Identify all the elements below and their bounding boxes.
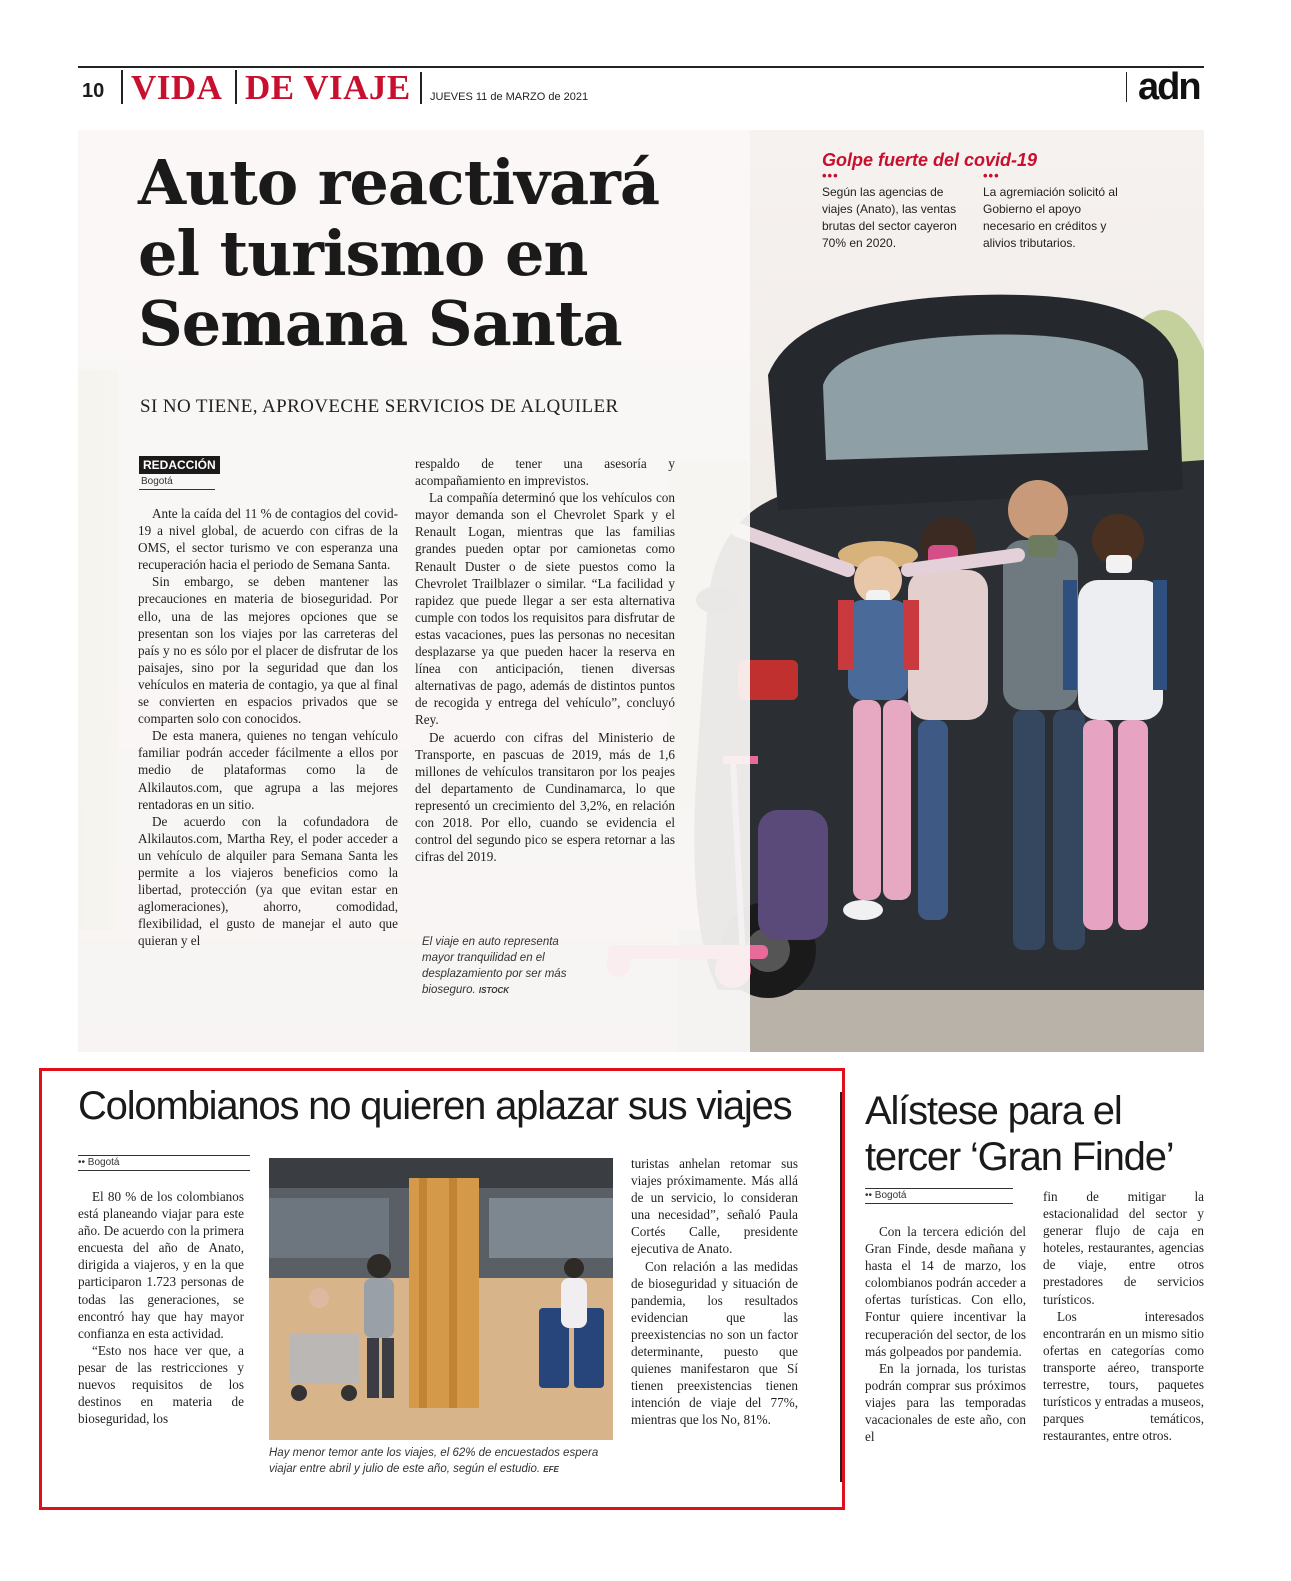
location-rule: [78, 1155, 250, 1156]
location-rule: [865, 1203, 1013, 1204]
main-photo-caption: [422, 934, 587, 999]
paragraph: El 80 % de los colombianos está planeando viajar para este año. De acuerdo con la primera encuesta del año de Anato, dirigida a viajeros, y en la que participaron 1.723 personas de todas las generaciones, se encontró hay que hay mayor confianza en esta actividad.: [78, 1189, 244, 1341]
sidebar-title: Golpe fuerte del covid-19: [822, 150, 1038, 170]
photo-credit: ISTOCK: [478, 986, 509, 995]
paragraph: Con relación a las medidas de bioseguridad y situación de pandemia, los resultados evidencian que las preexistencias no son un factor determinante, puesto que quienes manifestaron que Sí tienen preexistencias tienen intención de viaje del 77%, mientras que los No, 81%.: [631, 1258, 798, 1428]
sidebar-note-1: Según las agencias de viajes (Anato), las ventas brutas del sector cayeron 70% en 2020.: [822, 185, 957, 250]
airport-photo: [269, 1158, 613, 1440]
main-article-column-1: [138, 505, 398, 949]
bottom-article-column-2: [631, 1155, 798, 1429]
right-article-location: •• Bogotá: [865, 1190, 907, 1201]
paragraph: En la jornada, los turistas podrán comprar sus próximos viajes para las temporadas vacacionales de este año, con el: [865, 1360, 1026, 1445]
main-headline: Auto reactivará el turismo en Semana Santa: [138, 146, 660, 361]
bottom-article-headline: Colombianos no quieren aplazar sus viajes: [78, 1084, 792, 1128]
page-number: 10: [82, 80, 105, 102]
location-rule: [865, 1188, 1013, 1189]
paragraph: Con la tercera edición del Gran Finde, desde mañana y hasta el 14 de marzo, los colombianos podrán acceder a ofertas turísticas. Con ello, Fontur quiere incentivar la recuperación del sector, de los más golpeados por pandemia.: [865, 1224, 1026, 1359]
right-article-column-1: [865, 1223, 1026, 1445]
paragraph: La compañía determinó que los vehículos con mayor demanda son el Chevrolet Spark y el Renault Logan, mientras que las familias grandes pueden optar por camionetas como Renault Duster o de siete puestos como la Chevrolet Trailblazer o similar. “La facilidad y rapidez que puede llegar a ser esta alternativa cumple con todos los requisitos para disfrutar de estas vacaciones, pues las personas no necesitan desplazarse ya que pueden hacer la reserva en línea con anticipación, tienen diversas alternativas de pago, además de distintos puntos de recogida y entrega del vehículo”, concluyó Rey.: [415, 490, 675, 728]
header-divider: [1126, 72, 1127, 102]
paragraph: De acuerdo con cifras del Ministerio de Transporte, en pascuas de 2019, más de 1,6 millones de vehículos transitaron por los peajes del departamento de Cundinamarca, lo que representó un crecimiento del 3,2%, en relación con 2018. Por ello, cuando se evidencia el control del segundo pico se espera retornar a las cifras del 2019.: [415, 729, 675, 865]
bottom-article-location: •• Bogotá: [78, 1157, 120, 1168]
byline-location: Bogotá: [141, 476, 173, 487]
main-article-column-2: [415, 455, 675, 865]
caption-text: Hay menor temor ante los viajes, el 62% de encuestados espera viajar entre abril y julio de este año, según el estudio.: [269, 1447, 599, 1475]
byline-rule: [139, 489, 215, 490]
paragraph: “Esto nos hace ver que, a pesar de las restricciones y nuevos requisitos de los destinos en materia de bioseguridad, los: [78, 1342, 244, 1427]
paragraph: Ante la caída del 11 % de contagios del covid-19 a nivel global, de acuerdo con cifras de la OMS, el sector turismo ve con esperanza una recuperación hacia el periodo de Semana Santa.: [138, 506, 398, 573]
paragraph: fin de mitigar la estacionalidad del sector y generar flujo de caja en hoteles, restaurantes, agencias de viaje, entre otros prestadores de servicios turísticos.: [1043, 1189, 1204, 1307]
main-subtitle: SI NO TIENE, APROVECHE SERVICIOS DE ALQUILER: [140, 396, 619, 417]
section-title-part1: VIDA: [131, 68, 223, 107]
airport-travelers-illustration: [269, 1158, 613, 1440]
paragraph: De acuerdo con la cofundadora de Alkilautos.com, Martha Rey, el poder acceder a un vehículo de alquiler para Semana Santa les permite a los viajeros beneficios como la libertad, protección (ya que evitan estar en aglomeraciones), ahorro, comodidad, flexibilidad, el gusto de manejar el auto que quieran y el: [138, 813, 398, 949]
location-rule: [78, 1170, 250, 1171]
bottom-article-column-1: [78, 1188, 244, 1427]
header-divider: [420, 72, 422, 104]
paragraph: Los interesados encontrarán en un mismo sitio ofertas en categorías como transporte aéreo, transporte terrestre, tours, paquetes turísticos y entradas a museos, parques temáticos, restaurantes, entre otros.: [1043, 1308, 1204, 1444]
sidebar-dots: •••: [822, 168, 839, 183]
paragraph: De esta manera, quienes no tengan vehículo familiar podrán acceder fácilmente a ellos por medio de plataformas como la de Alkilautos.com, que agrupa a las mejores rentadoras en un sitio.: [138, 728, 398, 812]
publication-date: JUEVES 11 de MARZO de 2021: [430, 91, 589, 103]
right-article-headline: Alístese para el tercer ‘Gran Finde’: [865, 1089, 1174, 1179]
column-divider: [840, 1092, 842, 1482]
paragraph: turistas anhelan retomar sus viajes próximamente. Más allá de un servicio, lo consideran una necesidad”, señaló Paula Cortés Calle, presidente ejecutiva de Anato.: [631, 1156, 798, 1257]
photo-credit: EFE: [543, 1465, 559, 1474]
paragraph: respaldo de tener una asesoría y acompañamiento en imprevistos.: [415, 456, 675, 489]
bottom-photo-caption: [269, 1445, 614, 1478]
right-article-column-2: [1043, 1188, 1204, 1444]
header-divider: [235, 70, 237, 104]
sidebar-dots: •••: [983, 168, 1000, 183]
byline-tag: REDACCIÓN: [139, 456, 220, 474]
section-title-part2: DE VIAJE: [245, 68, 411, 107]
paragraph: Sin embargo, se deben mantener las precauciones en materia de bioseguridad. Por ello, una de las mejores opciones que se presentan son los viajes por las carreteras del país y no es sólo por el placer de disfrutar de los paisajes, sino por la seguridad que dan los vehículos en materia de contagio, ya que al final se convierten en espacios privados que se comparten solo con conocidos.: [138, 574, 398, 727]
header-divider: [121, 70, 123, 104]
caption-text: El viaje en auto representa mayor tranquilidad en el desplazamiento por ser más bioseguro.: [422, 936, 567, 996]
sidebar-note-2: La agremiación solicitó al Gobierno el apoyo necesario en créditos y alivios tributarios.: [983, 185, 1118, 250]
adn-logo: adn: [1138, 66, 1200, 108]
